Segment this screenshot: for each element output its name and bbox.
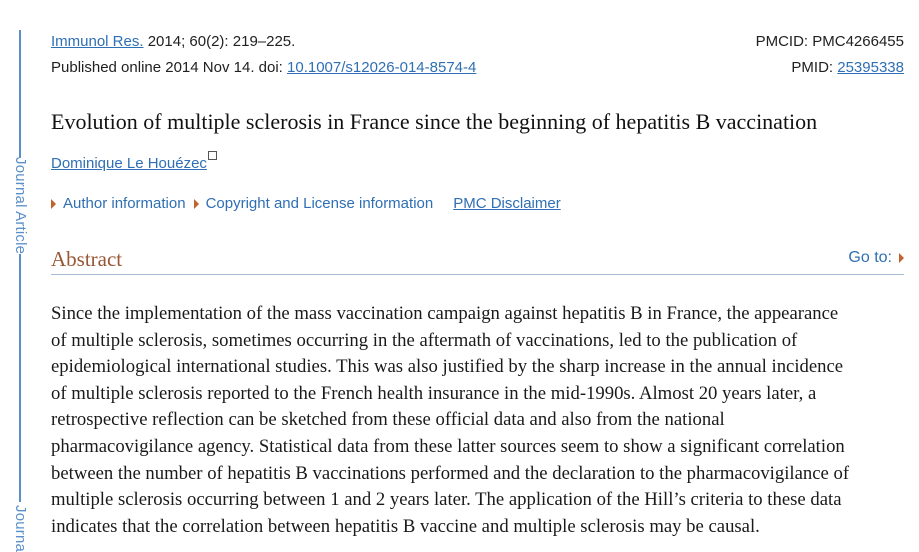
goto-label: Go to: [848,249,892,266]
article-title: Evolution of multiple sclerosis in France since the beginning of hepatitis B vaccination [51,109,818,134]
goto-button[interactable] [848,248,904,268]
article-info-links [51,195,561,213]
author-information-label: Author information [63,195,186,212]
section-title: Abstract [51,247,123,271]
abstract-line: multiple sclerosis occurring between 1 and 2 years later. The application of the Hill’s criteria to these data [51,489,842,511]
rail-line-middle [19,254,21,502]
abstract-line: retrospective reflection can be sketched from these official data and also from the national [51,409,725,431]
abstract-line: indicates that the correlation between hepatitis B vaccine and multiple sclerosis may be causal. [51,515,760,537]
pmid [791,59,904,77]
citation-journal [51,33,295,51]
published-text: Published online 2014 Nov 14. doi: [51,59,288,76]
author-information-toggle[interactable] [51,195,186,213]
rail-label-journal-article: Journal Article [12,157,29,255]
abstract-line: Since the implementation of the mass vaccination campaign against hepatitis B in France, the appearance [51,303,839,324]
copyright-license-label: Copyright and License information [205,195,434,212]
citation-details: 2014; 60(2): 219–225. [143,33,296,50]
email-icon[interactable] [208,151,217,160]
abstract-section-header [51,246,904,275]
journal-link[interactable]: Immunol Res. [51,33,144,50]
pmc-disclaimer-link[interactable]: PMC Disclaimer [453,195,561,212]
citation-published [51,59,476,77]
triangle-right-icon [194,199,199,209]
pmid-label: PMID: [791,59,838,76]
triangle-right-icon [51,199,56,209]
rail-label-journal-bottom: Journa [12,505,29,552]
author-link[interactable]: Dominique Le Houézec [51,155,207,172]
copyright-license-toggle[interactable] [194,195,434,213]
abstract-line: pharmacovigilance agency. Statistical data from these latter sources seem to show a significant correlation [51,435,845,457]
abstract-line: between the number of hepatitis B vaccinations performed and the declaration to the pharmacovigilance of [51,462,850,484]
abstract-line: of multiple sclerosis, sometimes occurring in the aftermath of vaccinations, led to the publication of [51,329,798,351]
citation-row-2 [51,59,904,77]
pmcid: PMCID: PMC4266455 [755,33,904,50]
citation-row-1 [51,33,904,51]
doi-link[interactable]: 10.1007/s12026-014-8574-4 [287,59,477,76]
author-line [51,155,217,173]
pmid-link[interactable]: 25395338 [837,59,904,76]
abstract-line: epidemiological international studies. This was also justified by the sharp increase in the annual incidence [51,356,844,378]
triangle-right-icon [899,253,904,263]
abstract-line: of multiple sclerosis reported to the French health insurance in the mid-1990s. Almost 20 years later, a [51,382,817,404]
abstract-text [51,301,906,540]
rail-line-top [19,30,21,158]
